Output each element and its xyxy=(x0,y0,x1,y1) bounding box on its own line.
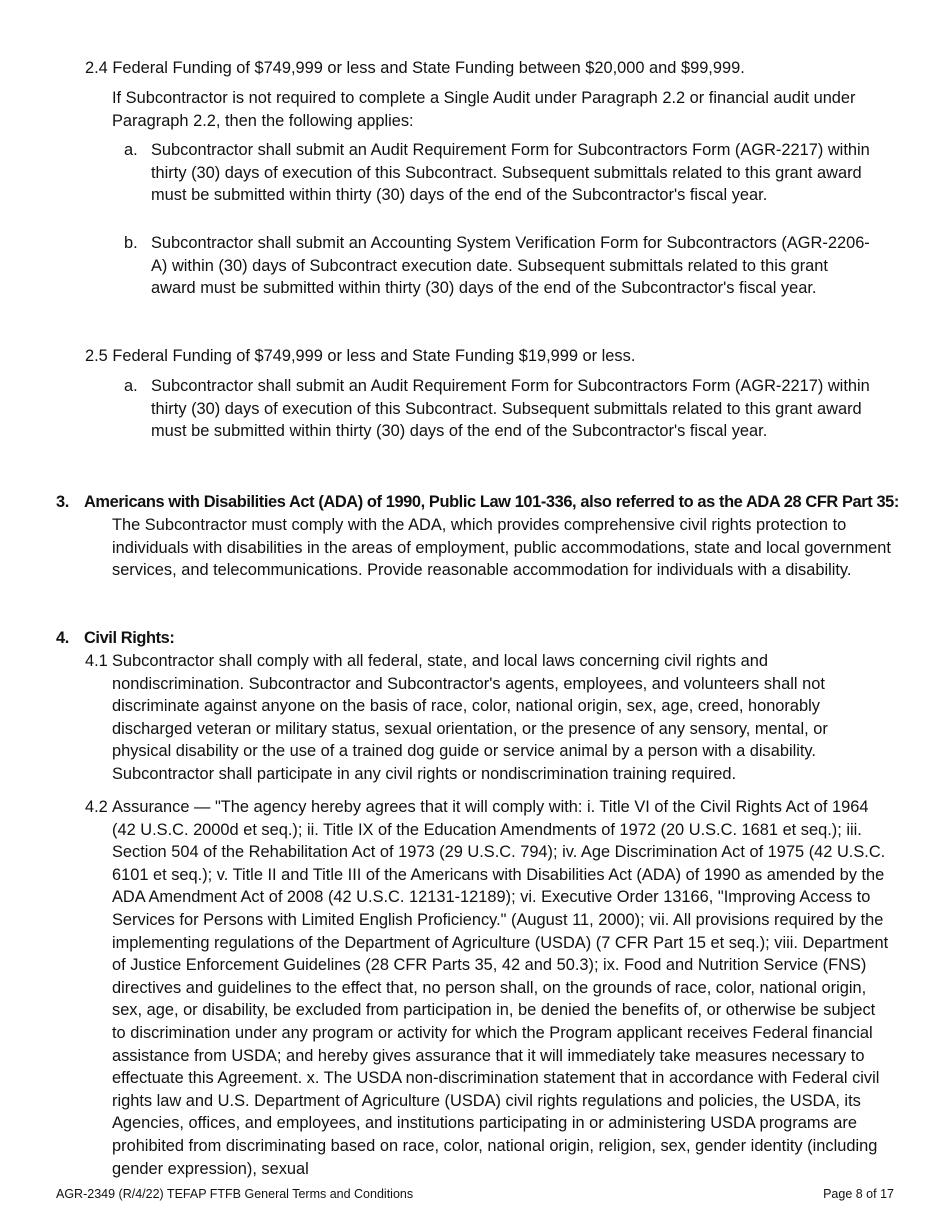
list-item: Subcontractor shall submit an Audit Requirement Form for Subcontractors Form (AGR-2217) within thirty (30) days of execution of this Subcontract. Subsequent submittals related to this grant award must be submitted within thirty (30) days of the end of the Subcontractor's fiscal year. xyxy=(151,377,870,441)
subsection-text xyxy=(112,796,892,1180)
section-4-title: Civil Rights: xyxy=(84,629,175,647)
section-3-body: The Subcontractor must comply with the ADA, which provides comprehensive civil rights protection to individuals with disabilities in the areas of employment, public accommodations, state and local government services, and telecommunications. Provide reasonable accommodation for individuals with a disability. xyxy=(112,516,891,580)
subsection-label: 4.1 xyxy=(85,652,108,670)
list-marker: a. xyxy=(124,141,138,159)
list-marker: b. xyxy=(124,234,138,252)
subsection-body: Subcontractor shall comply with all federal, state, and local laws concerning civil rights and nondiscrimination. Subcontractor and Subcontractor's agents, employees, and volunteers shall not discriminate against anyone on the basis of race, color, national origin, sex, age, creed, honorably discharged veteran or military status, sexual orientation, or the presence of any sensory, mental, or physical disability or the use of a trained dog guide or service animal by a person with a disability. Subcontractor shall participate in any civil rights or nondiscrimination training required. xyxy=(112,652,828,783)
list-marker: a. xyxy=(124,377,138,395)
list-item: Subcontractor shall submit an Accounting System Verification Form for Subcontractors (AGR-2206-A) within (30) days of Subcontract execution date. Subsequent submittals related to this grant award must be submitted within thirty (30) days of the end of the Subcontractor's fiscal year. xyxy=(151,234,870,298)
section-2-5-heading: 2.5 Federal Funding of $749,999 or less and State Funding $19,999 or less. xyxy=(85,347,636,365)
section-2-4-intro: If Subcontractor is not required to complete a Single Audit under Paragraph 2.2 or financial audit under Paragraph 2.2, then the following applies: xyxy=(112,89,856,130)
subsection-body: Assurance — "The agency hereby agrees that it will comply with: i. Title VI of the Civil Rights Act of 1964 (42 U.S.C. 2000d et seq.); ii. Title IX of the Education Amendments of 1972 (20 U.S.C. 1681 et seq.); iii. Section 504 of the Rehabilitation Act of 1973 (29 U.S.C. 794); iv. Age Discrimination Act of 1975 (42 U.S.C. 6101 et seq.); v. Title II and Title III of the Americans with Disabilities Act (ADA) of 1990 as amended by the ADA Amendment Act of 2008 (42 U.S.C. 12131-12189); vi. Executive Order 13166, "Improving Access to Services for Persons with Limited English Proficiency." (August 11, 2000); vii. All provisions required by the implementing regulations of the Department of Agriculture (USDA) (7 CFR Part 15 et seq.); viii. Department of Justice Enforcement Guidelines (28 CFR Parts 35, 42 and 50.3); ix. Food and Nutrition Service (FNS) directives and guidelines to the effect that, no person shall, on the grounds of race, color, national origin, sex, age, or disability, be excluded from participation in, be denied the benefits of, or otherwise be subject to discrimination under any program or activity for which the Program applicant receives Federal financial assistance from USDA; and hereby gives assurance that it will immediately take measures necessary to effectuate this Agreement. x. The USDA non-discrimination statement that in accordance with Federal civil rights law and U.S. Department of Agriculture (USDA) civil rights regulations and policies, the USDA, its Agencies, offices, and employees, and institutions participating in or administering USDA programs are prohibited from discriminating based on race, color, national origin, religion, sex, gender identity (including gender expression), sexual xyxy=(112,798,889,1178)
subsection-text xyxy=(112,650,882,786)
section-4-number: 4. xyxy=(56,629,69,647)
list-item: Subcontractor shall submit an Audit Requirement Form for Subcontractors Form (AGR-2217) within thirty (30) days of execution of this Subcontract. Subsequent submittals related to this grant award must be submitted within thirty (30) days of the end of the Subcontractor's fiscal year. xyxy=(151,141,870,205)
section-3-number: 3. xyxy=(56,493,69,511)
subsection-label: 4.2 xyxy=(85,798,108,816)
section-2-4-heading: 2.4 Federal Funding of $749,999 or less and State Funding between $20,000 and $99,999. xyxy=(85,59,745,77)
footer-page-number: Page 8 of 17 xyxy=(823,1187,894,1201)
section-3-title: Americans with Disabilities Act (ADA) of 1990, Public Law 101-336, also referred to as the ADA 28 CFR Part 35: xyxy=(84,493,899,511)
footer-form-id: AGR-2349 (R/4/22) TEFAP FTFB General Terms and Conditions xyxy=(56,1187,414,1201)
